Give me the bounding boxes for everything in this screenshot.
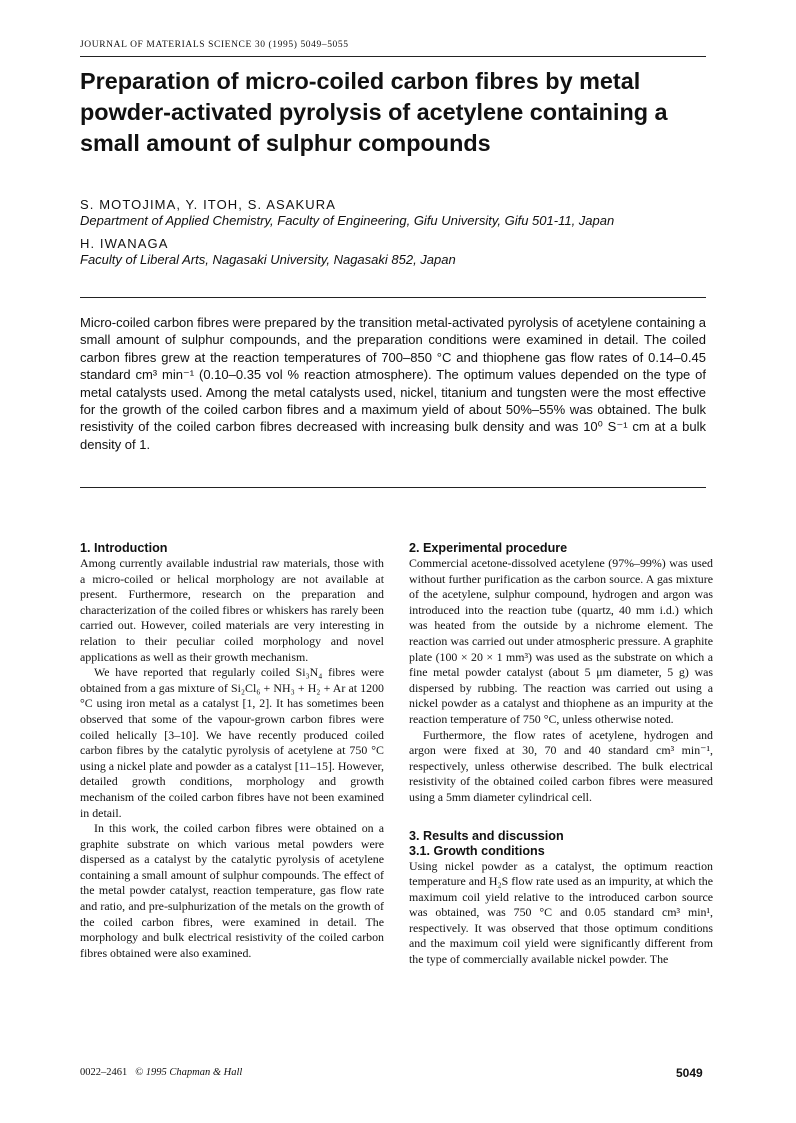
section-heading-introduction: 1. Introduction <box>80 541 168 555</box>
right-column <box>409 541 713 968</box>
journal-header: JOURNAL OF MATERIALS SCIENCE 30 (1995) 5049–5055 <box>80 40 349 50</box>
paper-title: Preparation of micro-coiled carbon fibres by metal powder-activated pyrolysis of acetylene containing a small amount of sulphur compounds <box>80 68 668 156</box>
abstract-top-rule <box>80 297 706 298</box>
author-names: H. IWANAGA <box>80 236 169 251</box>
author-group <box>80 196 720 229</box>
author-names: S. MOTOJIMA, Y. ITOH, S. ASAKURA <box>80 197 337 212</box>
paragraph: Furthermore, the flow rates of acetylene, hydrogen and argon were fixed at 30, 70 and 40 standard cm³ min⁻¹, respectively, unless otherwise described. The bulk electrical resistivity of the obtained coiled carbon fibres were measured using a 5mm diameter cylindrical cell. <box>409 727 713 804</box>
footer-left <box>80 1067 242 1078</box>
left-column <box>80 541 384 961</box>
paragraph: Using nickel powder as a catalyst, the optimum reaction temperature and H₂S flow rate used as an impurity, at which the maximum coil yield relative to the introduced carbon source was obtained, was 750 °C and 0.05 standard cm³ min¹, respectively. It was observed that those optimum conditions and the maximum coil yield were significantly different from the type of commercially available nickel powder. The <box>409 858 713 967</box>
abstract-bottom-rule <box>80 487 706 488</box>
section-heading-experimental: 2. Experimental procedure <box>409 541 568 555</box>
paragraph: Commercial acetone-dissolved acetylene (97%–99%) was used without further purification as the carbon source. A gas mixture of the acetylene, sulphur compound, hydrogen and argon was introduced into the reaction tube (quartz, 40 mm i.d.) which was heated from the outside by a nichrome element. The reaction was carried out under atmospheric pressure. A graphite plate (100 × 20 × 1 mm³) was used as the substrate on which a fine metal powder catalyst (about 5 μm diameter, 5 g) was dispersed by rubbing. The reaction was carried out using a nickel powder as a catalyst and thiophene as an impurity at the reaction temperature of 750 °C, unless otherwise noted. <box>409 556 713 726</box>
section-heading-results: 3. Results and discussion <box>409 828 564 843</box>
copyright-notice: © 1995 Chapman & Hall <box>135 1067 243 1078</box>
author-affiliation: Department of Applied Chemistry, Faculty of Engineering, Gifu University, Gifu 501-11, Japan <box>80 213 615 228</box>
paragraph: Among currently available industrial raw materials, those with a micro-coiled or helical morphology are not available at present. Furthermore, research on the preparation and characterization of the coiled fibres or whiskers has rarely been carried out. However, coiled materials are very interesting in relation to their peculiar coiled morphology and novel applications as well as their growth mechanism. <box>80 556 384 664</box>
subsection-heading-growth-conditions: 3.1. Growth conditions <box>409 843 545 858</box>
header-rule <box>80 56 706 57</box>
author-group <box>80 235 720 268</box>
paragraph: In this work, the coiled carbon fibres were obtained on a graphite substrate on which various metal powders were dispersed as a catalyst by the catalytic pyrolysis of acetylene containing a small amount of sulphur compounds. The effect of the metal powder catalyst, reaction temperature, gas flow rate and ratio, and pre-sulphurization of the metals on the growth of the coiled carbon fibres, were examined in detail. The morphology and bulk electrical resistivity of the coiled carbon fibres obtained were also examined. <box>80 821 384 960</box>
author-affiliation: Faculty of Liberal Arts, Nagasaki University, Nagasaki 852, Japan <box>80 252 456 267</box>
page-number: 5049 <box>676 1066 703 1080</box>
issn-code: 0022–2461 <box>80 1067 128 1078</box>
abstract: Micro-coiled carbon fibres were prepared by the transition metal-activated pyrolysis of acetylene containing a small amount of sulphur compounds, and the preparation conditions were examined in detail. The coiled carbon fibres grew at the reaction temperatures of 700–850 °C and thiophene gas flow rates of 0.14–0.45 standard cm³ min⁻¹ (0.10–0.35 vol % reaction atmosphere). The optimum values depended on the type of metal catalysts used. Among the metal catalysts used, nickel, titanium and tungsten were the most effective for the growth of the coiled carbon fibres and a maximum yield of about 50%–55% was obtained. The bulk resistivity of the coiled carbon fibres decreased with increasing bulk density and was 10⁰ S⁻¹ cm at a bulk density of 1. <box>80 315 706 452</box>
authors-block <box>80 196 720 268</box>
paragraph: We have reported that regularly coiled Si₃N₄ fibres were obtained from a gas mixture of Si₂Cl₆ + NH₃ + H₂ + Ar at 1200 °C using iron metal as a catalyst [1, 2]. It has sometimes been observed that some of the vapour-grown carbon fibres were coiled helically [3–10]. We have recently produced coiled carbon fibres by the catalytic pyrolysis of acetylene at 750 °C using a nickel plate and powder as a catalyst [11–15]. However, detailed growth conditions, morphology and growth mechanism of the coiled carbon fibres have not been examined in detail. <box>80 665 384 820</box>
